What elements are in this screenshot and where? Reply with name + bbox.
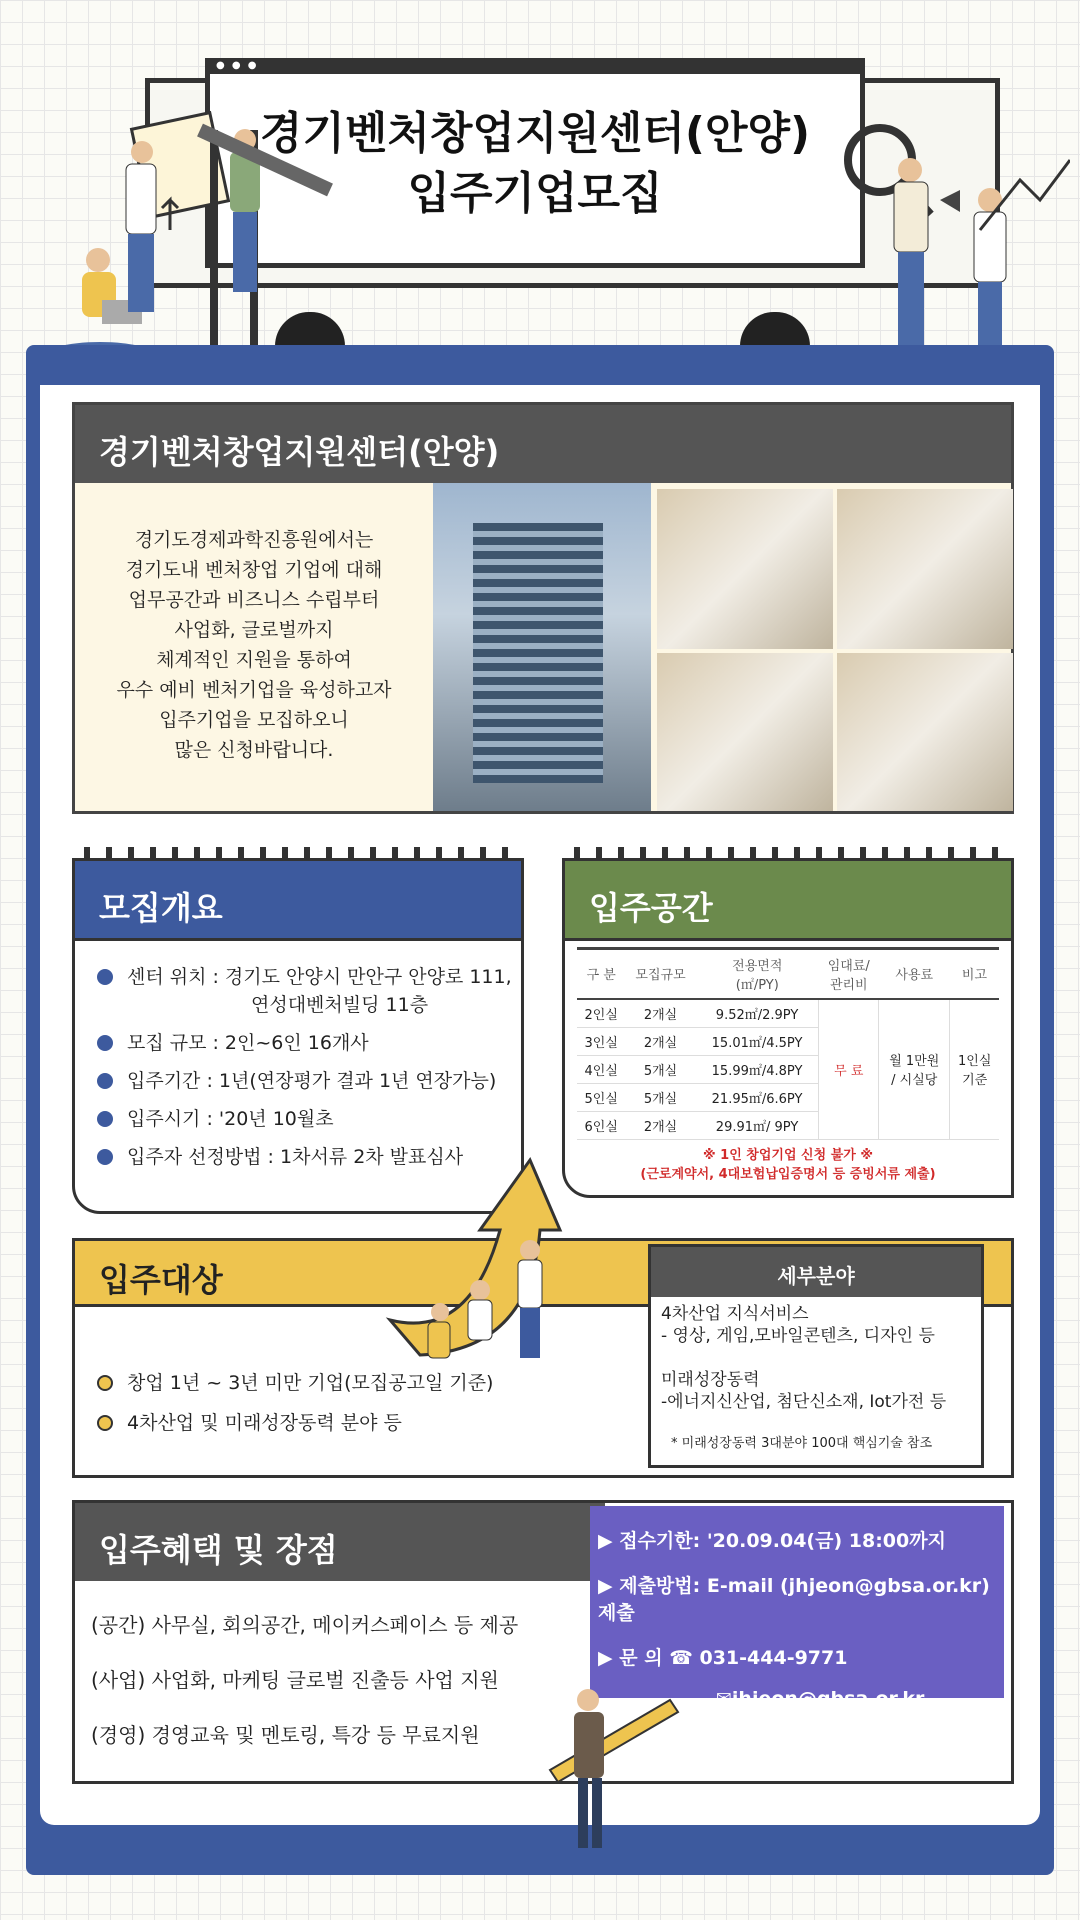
intro-section [72, 402, 1014, 814]
benefit-item: (사업) 사업화, 마케팅 글로벌 진출등 사업 지원 [91, 1668, 499, 1692]
deadline-text: ▶ 접수기한: '20.09.04(금) 18:00까지 [598, 1530, 946, 1552]
intro-line: 경기도경제과학진흥원에서는 [134, 529, 374, 551]
overview-item: 센터 위치 : 경기도 안양시 만안구 안양로 111, 연성대벤처빌딩 11층 [97, 963, 521, 1019]
intro-line: 사업화, 글로벌까지 [174, 619, 334, 641]
building-photo [433, 483, 651, 811]
th-rent: 임대료/ 관리비 [819, 949, 879, 999]
table-row: 6인실 2개실 29.91㎡/ 9PY [577, 1111, 999, 1139]
target-title: 입주대상 [75, 1241, 1011, 1307]
mail-icon: ✉ [716, 1688, 732, 1710]
email-address: jhjeon@gbsa.or.kr [731, 1688, 925, 1710]
bullet-icon [97, 1035, 113, 1051]
overview-item: 입주기간 : 1년(연장평가 결과 1년 연장가능) [97, 1067, 521, 1095]
bullet-icon [97, 969, 113, 985]
benefit-item: (경영) 경영교육 및 멘토링, 특강 등 무료지원 [91, 1723, 480, 1747]
intro-line: 체계적인 지원을 통하여 [156, 649, 352, 671]
page-title-line1: 경기벤처창업지원센터(안양) [259, 108, 811, 159]
bullet-icon [97, 1111, 113, 1127]
detail-line: 미래성장동력 [661, 1370, 760, 1390]
interior-photo-4 [837, 653, 1013, 811]
warning-line1: ※ 1인 창업기업 신청 불가 ※ [703, 1147, 873, 1163]
contact-box [590, 1506, 1004, 1710]
intro-line: 경기도내 벤처창업 기업에 대해 [125, 559, 383, 581]
inquiry-row: ▶ 문 의 ☎ 031-444-9771 [598, 1647, 848, 1669]
fee-cell: 월 1만원 / 시실당 [879, 999, 950, 1140]
interior-photo-1 [657, 489, 833, 649]
overview-title: 모집개요 [75, 861, 521, 941]
target-item: 창업 1년 ~ 3년 미만 기업(모집공고일 기준) [97, 1369, 493, 1397]
page-title-line2: 입주기업모집 [407, 168, 663, 219]
phone-number: 031-444-9771 [699, 1647, 848, 1669]
bullet-icon [97, 1149, 113, 1165]
phone-icon: ☎ [669, 1647, 693, 1669]
note-cell: 1인실 기준 [950, 999, 999, 1140]
overview-item: 입주시기 : '20년 10월초 [97, 1105, 521, 1133]
spiral-binding [565, 847, 1011, 861]
detail-line: -에너지신산업, 첨단신소재, Iot가전 등 [661, 1392, 947, 1412]
th-type: 구 분 [577, 949, 625, 999]
warning-line2: (근로계약서, 4대보험납입증명서 등 증빙서류 제출) [640, 1166, 936, 1182]
window-dots-icon: ● ● ● [216, 60, 259, 71]
interior-photo-3 [657, 653, 833, 811]
benefit-title: 입주혜택 및 장점 [75, 1503, 605, 1581]
table-row: 4인실 5개실 15.99㎡/4.8PY [577, 1055, 999, 1083]
detail-title: 세부분야 [651, 1247, 981, 1297]
arrow-people-illustration-icon [380, 1150, 600, 1370]
location-line2: 연성대벤처빌딩 11층 [251, 994, 429, 1016]
space-table [565, 941, 1011, 1182]
table-row: 3인실 2개실 15.01㎡/4.5PY [577, 1027, 999, 1055]
bullet-icon [97, 1073, 113, 1089]
bullet-icon [97, 1415, 113, 1431]
benefit-item: (공간) 사무실, 회의공간, 메이커스페이스 등 제공 [91, 1613, 519, 1637]
detail-box [648, 1244, 984, 1468]
table-row: 5인실 5개실 21.95㎡/6.6PY [577, 1083, 999, 1111]
bullet-icon [97, 1375, 113, 1391]
intro-line: 우수 예비 벤처기업을 육성하고자 [116, 679, 392, 701]
table-row: 2인실 2개실 9.52㎡/2.9PY 무 료 월 1만원 / 시실당 1인실 기준 [577, 999, 999, 1028]
intro-text [75, 483, 433, 811]
spiral-binding [75, 847, 521, 861]
target-item: 4차산업 및 미래성장동력 분야 등 [97, 1409, 493, 1437]
th-note: 비고 [950, 949, 999, 999]
method-text: ▶ 제출방법: E-mail (jhjeon@gbsa.or.kr) 제출 [598, 1575, 990, 1624]
intro-line: 입주기업을 모집하오니 [159, 709, 349, 731]
overview-item: 입주자 선정방법 : 1차서류 2차 발표심사 [97, 1143, 521, 1171]
intro-line: 업무공간과 비즈니스 수립부터 [128, 589, 380, 611]
overview-item: 모집 규모 : 2인~6인 16개사 [97, 1029, 521, 1057]
detail-note: * 미래성장동력 3대분야 100대 핵심기술 참조 [671, 1436, 933, 1451]
th-area: 전용면적 (㎡/PY) [696, 949, 819, 999]
intro-line: 많은 신청바랍니다. [174, 739, 334, 761]
th-count: 모집규모 [625, 949, 695, 999]
intro-title: 경기벤처창업지원센터(안양) [75, 405, 1011, 483]
pencil-man-illustration-icon [540, 1680, 680, 1860]
space-section [562, 858, 1014, 1198]
detail-line: 4차산업 지식서비스 [661, 1304, 809, 1324]
rent-cell: 무 료 [819, 999, 879, 1140]
detail-line: - 영상, 게임,모바일콘텐츠, 디자인 등 [661, 1326, 935, 1346]
interior-photo-2 [837, 489, 1013, 649]
space-title: 입주공간 [565, 861, 1011, 941]
th-fee: 사용료 [879, 949, 950, 999]
